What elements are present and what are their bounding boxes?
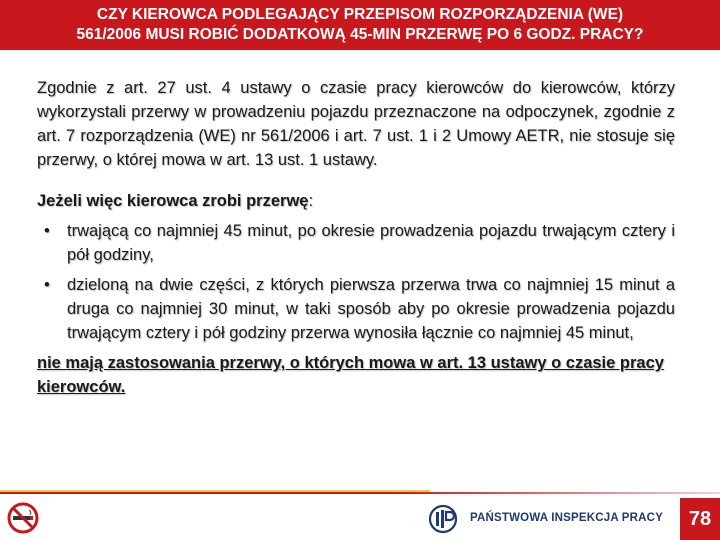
slide-title-line1: CZY KIEROWCA PODLEGAJĄCY PRZEPISOM ROZPORZĄDZENIA (WE)	[96, 6, 624, 23]
slide-body	[37, 76, 675, 399]
lead-bold: Jeżeli więc kierowca zrobi przerwę	[37, 192, 309, 210]
organization-name: PAŃSTWOWA INSPEKCJA PRACY	[470, 512, 664, 524]
page-number: 78	[680, 498, 720, 540]
lead-rest: :	[308, 192, 314, 210]
no-smoking-icon	[7, 502, 39, 534]
list-item	[37, 219, 675, 267]
footer-divider	[0, 492, 720, 494]
bullet-icon: •	[44, 222, 50, 240]
closing-statement: nie mają zastosowania przerwy, o których mowa w art. 13 ustawy o czasie pracy kierowców.	[37, 354, 664, 396]
lead-sentence	[37, 189, 675, 213]
bullet-text: trwającą co najmniej 45 minut, po okresie prowadzenia pojazdu trwającym cztery i pół godziny,	[67, 222, 675, 264]
bullet-text: dzieloną na dwie części, z których pierwsza przerwa trwa co najmniej 15 minut a druga co najmniej 30 minut, w taki sposób aby po okresie prowadzenia pojazdu trwającym cztery i pół godziny przerwa wynosiła łącznie co najmniej 45 minut,	[67, 276, 675, 342]
list-item	[37, 273, 675, 345]
slide-title	[0, 0, 720, 50]
bullet-icon: •	[44, 276, 50, 294]
intro-paragraph: Zgodnie z art. 27 ust. 4 ustawy o czasie pracy kierowców do kierowców, którzy wykorzystali przerwy w prowadzeniu pojazdu przeznaczone na odpoczynek, zgodnie z art. 7 rozporządzenia (WE) nr 561/2006 i art. 7 ust. 1 i 2 Umowy AETR, nie stosuje się przerwy, o której mowa w art. 13 ust. 1 ustawy.	[37, 79, 675, 169]
pip-logo-icon	[428, 504, 460, 534]
bullet-list	[37, 219, 675, 345]
slide-title-line2: 561/2006 MUSI ROBIĆ DODATKOWĄ 45-MIN PRZERWĘ PO 6 GODZ. PRACY?	[76, 26, 644, 43]
